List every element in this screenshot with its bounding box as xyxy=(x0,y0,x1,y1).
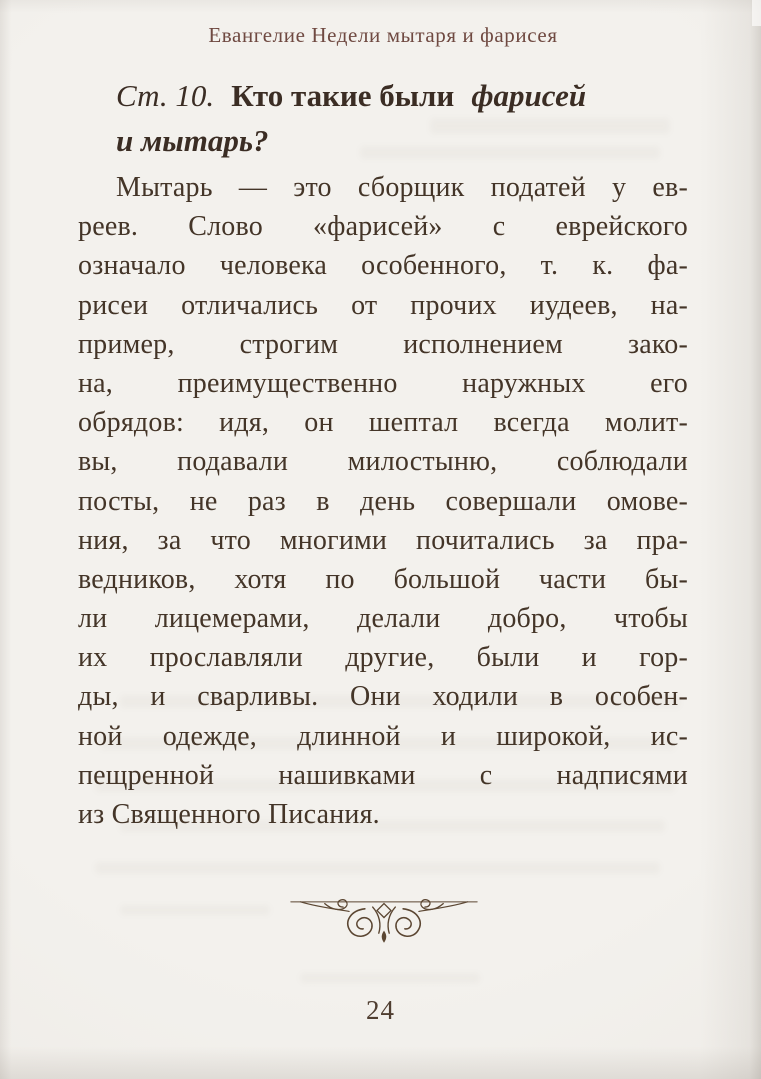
heading-term-pharisee: фарисей xyxy=(471,78,587,113)
paragraph-line: ведников, хотя по большой части бы- xyxy=(78,563,688,595)
paragraph-line: ды, и сварливы. Они ходили в особен- xyxy=(78,681,688,713)
paragraph-line: ния, за что многими почитались за пра- xyxy=(78,524,688,556)
section-heading xyxy=(116,73,692,163)
paragraph-line: на, преимущественно наружных его xyxy=(78,367,688,399)
paragraph-line: посты, не раз в день совершали омове- xyxy=(78,485,688,517)
tailpiece-flourish-icon xyxy=(288,894,480,948)
paragraph-line: ной одежде, длинной и широкой, ис- xyxy=(78,720,688,752)
show-through-ghost xyxy=(95,862,660,874)
paragraph-line: их прославляли другие, были и гор- xyxy=(78,642,688,674)
section-heading-line2 xyxy=(116,118,692,163)
paragraph-line: из Священного Писания. xyxy=(78,799,380,830)
paragraph-line: Мытарь — это сборщик податей у ев- xyxy=(116,172,688,203)
paragraph-line: рисеи отличались от прочих иудеев, на- xyxy=(78,289,688,321)
show-through-ghost xyxy=(300,973,480,983)
page-number: 24 xyxy=(366,995,395,1025)
paragraph-line: пример, строгим исполнением зако- xyxy=(78,328,688,360)
running-header: Евангелие Недели мытаря и фарисея xyxy=(208,23,558,47)
paragraph-line: обрядов: идя, он шептал всегда молит- xyxy=(78,407,688,439)
section-heading-line1 xyxy=(116,73,692,118)
paragraph-line: реев. Слово «фарисей» с еврейского xyxy=(78,211,688,243)
paragraph-line: пещренной нашивками с надписями xyxy=(78,759,688,791)
show-through-ghost xyxy=(120,905,270,915)
paragraph-line: означало человека особенного, т. к. фа- xyxy=(78,250,688,282)
paragraph-line: ли лицемерами, делали добро, чтобы xyxy=(78,603,688,635)
body-paragraph xyxy=(78,168,688,834)
page-corner-highlight xyxy=(752,0,761,26)
verse-number: Ст. 10. xyxy=(116,78,215,113)
paragraph-line: вы, подавали милостыню, соблюдали xyxy=(78,446,688,478)
heading-question-bold: Кто такие были xyxy=(231,78,455,113)
heading-term-publican: и мытарь? xyxy=(116,123,269,158)
